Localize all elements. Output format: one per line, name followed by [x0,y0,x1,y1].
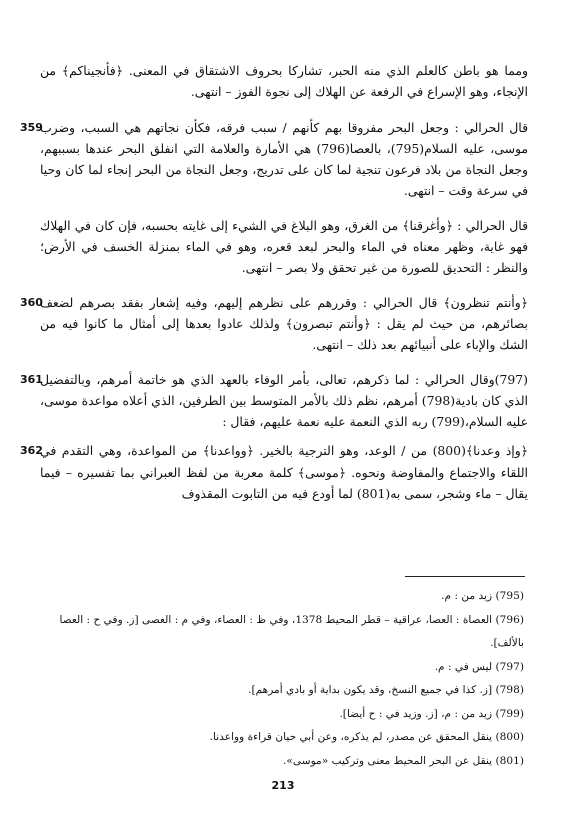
footnote-799: (799) زيد من : م، [ز. وزيد في : ح أيضا]. [339,707,524,720]
paragraph-harali-drowning [40,215,528,279]
footnote-801: (801) ينقل عن البحر المحيط معنى وتركيب «موسى». [283,754,524,767]
footnote-796: (796) العصاة : العصا، عراقية – قطر المحيط 1378، وفي ظ : العصاء، وفي م : العصى [ز. وفي ح : العصا بالألف]. [59,613,524,649]
page-number: 213 [271,779,295,792]
footnote-separator [405,576,525,577]
footnote-798: (798) [ز. كذا في جميع النسخ، وقد يكون بداية أو بادي أمرهم]. [248,684,524,696]
footnote-797: (797) ليس في : م. [434,660,524,673]
paragraph-text: ﴿وإذ وعدنا﴾(800) من / الوعد، وهو الترجية بالخير. ﴿وواعدنا﴾ من المواعدة، وهي التقدم في اللقاء والاجتماع والمفاوضة ونحوه. ﴿موسى﴾ كلمة معربة من لفظ العبراني بما تفسيره – فيما يقال – ماء وشجر، سمى به(801) لما أودع فيه من التابوت المقذوف [40,443,528,502]
main-text [20,60,528,517]
paragraph-362 [20,440,528,504]
footnote-795: (795) زيد من : م. [441,590,524,602]
footnotes [38,585,524,773]
paragraph-360 [20,292,528,356]
margin-number: 361 [20,372,43,386]
paragraph-text: قال الحرالي : ﴿وأغرقنا﴾ من الغرق، وهو البلاغ في الشيء إلى غايته بحسبه، فإن كان في الهلاك فهو غاية، وظهر معناه في الماء والبحر لبعد قعره، وهو في الماء بمنزلة الخسف في الأرض؛ والنظر : التحديق للصورة من غير تحقق ولا بصر – انتهى. [40,217,528,276]
paragraph-text: قال الحرالي : وجعل البحر مفروقا بهم كأنهم / سبب فرقه، فكأن نجاتهم هي السبب، وضرب موسى، عليه السلام(795)، بالعصا(796) هي الأمارة والعلامة التي انفلق البحر عندها بسببهم، وجعل النجاة من بلاد فرعون تنجية لما كان على تدريج، وجعل النجاة من البحر إنجاء لما كان وحيا في سرعة وقت – انتهى. [40,119,528,199]
margin-number: 362 [20,444,43,458]
paragraph-359 [20,117,528,202]
paragraph-361 [20,369,528,433]
margin-number: 359 [20,120,43,134]
footnote-800: (800) ينقل المحقق عن مصدر، لم يذكره، وعن أبي حيان قراءة وواعدنا. [209,731,524,743]
paragraph-continuation [40,60,528,103]
paragraph-text: (797)وقال الحرالي : لما ذكرهم، تعالى، بأمر الوفاء بالعهد الذي هو خاتمة أمرهم، وبالتفضيل الذي كان بادية(798) أمرهم، نظم ذلك بالأمر المتوسط بين الطرفين، الذي أعلاه مواعدة موسى، عليه السلام،(799) ربه الذي النعمة عليه نعمة عليهم، فقال : [40,371,528,430]
paragraph-text: ﴿وأنتم تنظرون﴾ قال الحرالي : وقررهم على نظرهم إليهم، وفيه إشعار بفقد بصرهم لضعف بصائرهم، من حيث لم يقل : ﴿وأنتم تبصرون﴾ ولذلك عادوا بعدها إلى أمثال ما كانوا فيه من الشك والإباء على أنبيائهم بعد ذلك – انتهى. [40,294,528,353]
margin-number: 360 [20,295,43,309]
paragraph-text: ومما هو باطن كالعلم الذي منه الحبر، تشاركا بحروف الاشتقاق في المعنى. ﴿فأنجيناكم﴾ من الإنجاء، وهو الإسراع في الرفعة عن الهلاك إلى نجوة الفوز – انتهى. [40,63,528,100]
